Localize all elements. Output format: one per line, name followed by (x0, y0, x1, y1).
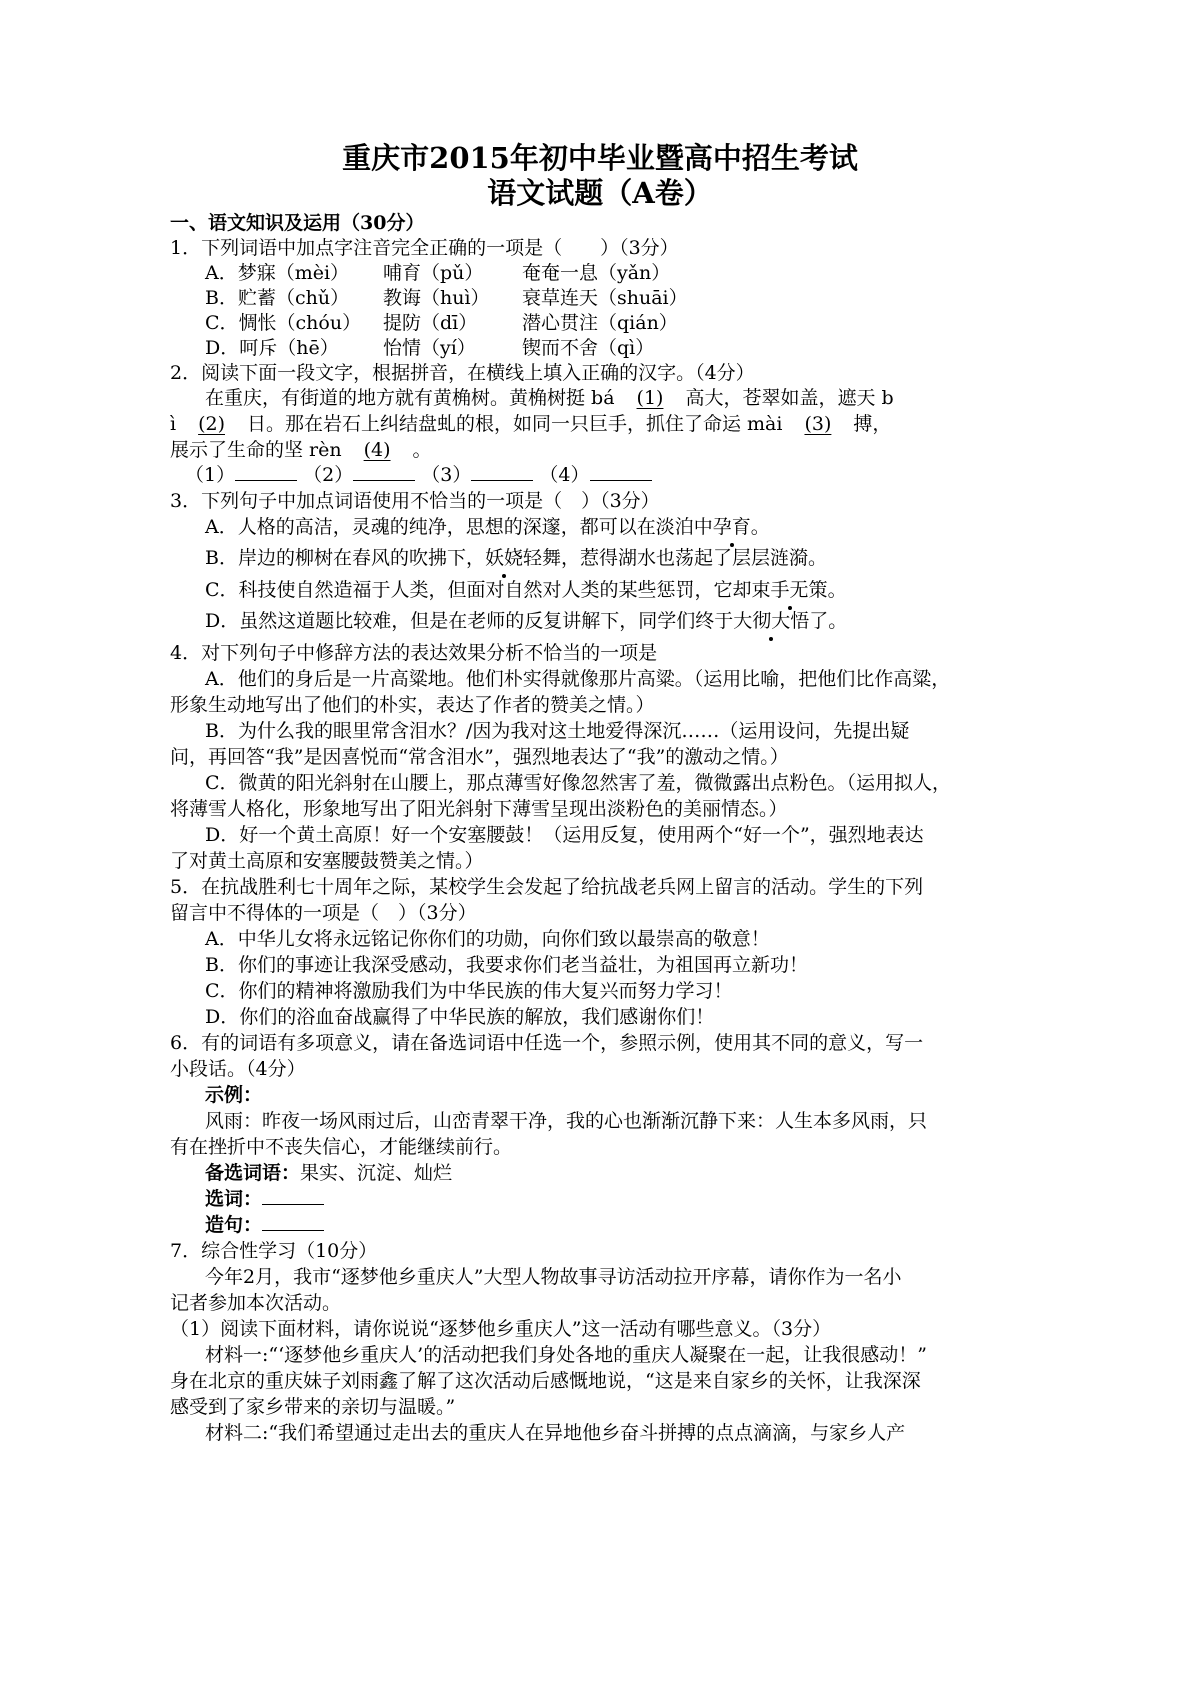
q2-passage-line1 (205, 385, 894, 411)
q4-option-a-line2: 形象生动地写出了他们的朴实，表达了作者的赞美之情。） (170, 694, 655, 716)
q2-stem: 2．阅读下面一段文字，根据拼音，在横线上填入正确的汉字。（4分） (170, 362, 755, 384)
q2-passage-line2 (170, 411, 891, 437)
q4-option-d-line2: 了对黄土高原和安塞腰鼓赞美之情。） (170, 850, 484, 872)
q2-blank-1: (1) (636, 387, 664, 409)
q6-stem-line1: 6．有的词语有多项意义，请在备选词语中任选一个，参照示例，使用其不同的意义，写一 (170, 1032, 924, 1054)
q5-option-b: B．你们的事迹让我深受感动，我要求你们老当益壮，为祖国再立新功！ (205, 954, 808, 976)
q3-dotted-word: 孕育 (712, 516, 751, 538)
q3-option-c (205, 577, 847, 603)
q2-text: 高大，苍翠如盖，遮天 b (685, 387, 894, 409)
q1-option-d-word2: 怡情（yí） (383, 337, 476, 359)
q2-text: 在重庆，有街道的地方就有黄桷树。黄桷树挺 bá (205, 387, 615, 409)
q3-option-d (205, 608, 847, 634)
q2-answer-label-3: （3） (421, 464, 472, 486)
q2-text: 。 (412, 439, 432, 461)
q6-choose (205, 1186, 324, 1212)
q5-option-c: C．你们的精神将激励我们为中华民族的伟大复兴而努力学习！ (205, 980, 733, 1002)
q1-option-a: A．梦寐（mèi） (205, 262, 350, 284)
q3-text: B．岸边的柳树在春风的吹拂下， (205, 547, 485, 569)
q6-example-label: 示例： (205, 1084, 263, 1106)
q4-stem: 4．对下列句子中修辞方法的表达效果分析不恰当的一项是 (170, 642, 658, 664)
q2-answer-label-4: （4） (539, 464, 590, 486)
q1-option-c-word3: 潜心贯注（qián） (522, 312, 678, 334)
q3-text: C．科技使自然造福于人类，但面对自然对人类的某些惩罚，它却 (205, 579, 752, 601)
q2-answer-line-2[interactable] (353, 462, 415, 481)
q2-text: 日。那在岩石上纠结盘虬的根，如同一只巨手，抓住了命运 mài (247, 413, 783, 435)
q6-options-words: 果实、沉淀、灿烂 (300, 1162, 453, 1184)
q5-stem-line2: 留言中不得体的一项是（ ）（3分） (170, 902, 477, 924)
q2-blank-3: (3) (804, 413, 832, 435)
q7-stem: 7．综合性学习（10分） (170, 1240, 378, 1262)
q7-subquestion-1: （1）阅读下面材料，请你说说“逐梦他乡重庆人”这一活动有哪些意义。（3分） (170, 1318, 832, 1340)
q3-text: A．人格的高洁，灵魂的纯净，思想的深邃，都可以在淡泊中 (205, 516, 713, 538)
q4-option-c-line2: 将薄雪人格化，形象地写出了阳光斜射下薄雪呈现出淡粉色的美丽情态。） (170, 798, 788, 820)
q3-stem: 3．下列句子中加点词语使用不恰当的一项是（ ）（3分） (170, 490, 660, 512)
q2-text: 展示了生命的坚 rèn (170, 439, 342, 461)
q2-answer-blanks (185, 462, 652, 488)
q7-material-1-line3: 感受到了家乡带来的亲切与温暖。” (170, 1396, 456, 1418)
q5-stem-line1: 5．在抗战胜利七十周年之际，某校学生会发起了给抗战老兵网上留言的活动。学生的下列 (170, 876, 924, 898)
q4-option-b-line1: B．为什么我的眼里常含泪水？/因为我对这土地爱得深沉……（运用设问，先提出疑 (205, 720, 910, 742)
q6-example-line2: 有在挫折中不丧失信心，才能继续前行。 (170, 1136, 513, 1158)
q2-blank-2: (2) (198, 413, 225, 435)
q7-material-1-line2: 身在北京的重庆妹子刘雨鑫了解了这次活动后感慨地说，“这是来自家乡的关怀，让我深深 (170, 1370, 921, 1392)
q3-text: 。 (827, 579, 847, 601)
q3-dotted-word: 妖娆 (484, 547, 523, 569)
q1-option-b-word2: 教诲（huì） (383, 287, 490, 309)
q6-stem-line2: 小段话。（4分） (170, 1058, 306, 1080)
page-subtitle: 语文试题（A卷） (487, 176, 713, 210)
q7-intro-line2: 记者参加本次活动。 (170, 1292, 342, 1314)
q6-example-line1: 风雨：昨夜一场风雨过后，山峦青翠干净，我的心也渐渐沉静下来：人生本多风雨，只 (205, 1110, 928, 1132)
q1-option-d-word3: 锲而不舍（qì） (522, 337, 655, 359)
q3-text: D．虽然这道题比较难，但是在老师的反复讲解下，同学们终于 (205, 610, 734, 632)
q2-blank-4: (4) (363, 439, 391, 461)
q5-option-d: D．你们的浴血奋战赢得了中华民族的解放，我们感谢你们！ (205, 1006, 715, 1028)
q6-choose-blank[interactable] (262, 1186, 324, 1205)
q6-choose-label: 选词： (205, 1188, 263, 1210)
q2-answer-line-1[interactable] (235, 462, 297, 481)
q4-option-c-line1: C．微黄的阳光斜射在山腰上，那点薄雪好像忽然害了羞，微微露出点粉色。（运用拟人， (205, 772, 952, 794)
page-title: 重庆市2015年初中毕业暨高中招生考试 (342, 141, 858, 175)
q1-option-c: C．惆怅（chóu） (205, 312, 362, 334)
q1-option-a-word3: 奄奄一息（yǎn） (522, 262, 671, 284)
q1-option-b-word3: 衰草连天（shuāi） (522, 287, 688, 309)
q3-text: 。 (750, 516, 770, 538)
q4-option-a-line1: A．他们的身后是一片高粱地。他们朴实得就像那片高粱。（运用比喻，把他们比作高粱， (205, 668, 951, 690)
section-heading: 一、语文知识及运用（30分） (170, 212, 425, 234)
q2-text: 搏， (853, 413, 892, 435)
q2-passage-line3 (170, 437, 432, 463)
q7-material-2-line1: 材料二:“我们希望通过走出去的重庆人在异地他乡奋斗拼搏的点点滴滴，与家乡人产 (205, 1422, 906, 1444)
q3-option-a (205, 514, 770, 540)
q2-answer-label-2: （2） (303, 464, 354, 486)
q1-option-a-word2: 哺育（pǔ） (383, 262, 484, 284)
q2-text: ì (170, 413, 177, 435)
q5-option-a: A．中华儿女将永远铭记你你们的功勋，向你们致以最崇高的敬意！ (205, 928, 770, 950)
q6-options-label: 备选词语： (205, 1162, 301, 1184)
q3-dotted-word: 大彻大悟 (733, 610, 810, 632)
q1-option-c-word2: 提防（dī） (383, 312, 478, 334)
q2-answer-line-3[interactable] (471, 462, 533, 481)
q6-options (205, 1160, 452, 1186)
q3-text: 轻舞，惹得湖水也荡起了层层涟漪。 (522, 547, 827, 569)
q6-sentence (205, 1212, 324, 1238)
q7-material-1-line1: 材料一:“‘逐梦他乡重庆人’的活动把我们身处各地的重庆人凝聚在一起，让我很感动！” (205, 1344, 927, 1366)
q7-intro-line1: 今年2月，我市“逐梦他乡重庆人”大型人物故事寻访活动拉开序幕，请你作为一名小 (205, 1266, 902, 1288)
q1-option-b: B．贮蓄（chǔ） (205, 287, 350, 309)
q3-option-b (205, 545, 827, 571)
q2-answer-label-1: （1） (185, 464, 236, 486)
q4-option-b-line2: 问，再回答“我”是因喜悦而“常含泪水”，强烈地表达了“我”的激动之情。） (170, 746, 789, 768)
q3-dotted-word: 束手无策 (751, 579, 828, 601)
q4-option-d-line1: D．好一个黄土高原！好一个安塞腰鼓！（运用反复，使用两个“好一个”，强烈地表达 (205, 824, 924, 846)
q1-stem: 1．下列词语中加点字注音完全正确的一项是（ ）（3分） (170, 237, 679, 259)
q3-text: 了。 (809, 610, 848, 632)
q1-option-d: D．呵斥（hē） (205, 337, 339, 359)
q6-sentence-label: 造句： (205, 1214, 263, 1236)
q6-sentence-blank[interactable] (262, 1212, 324, 1231)
q2-answer-line-4[interactable] (590, 462, 652, 481)
